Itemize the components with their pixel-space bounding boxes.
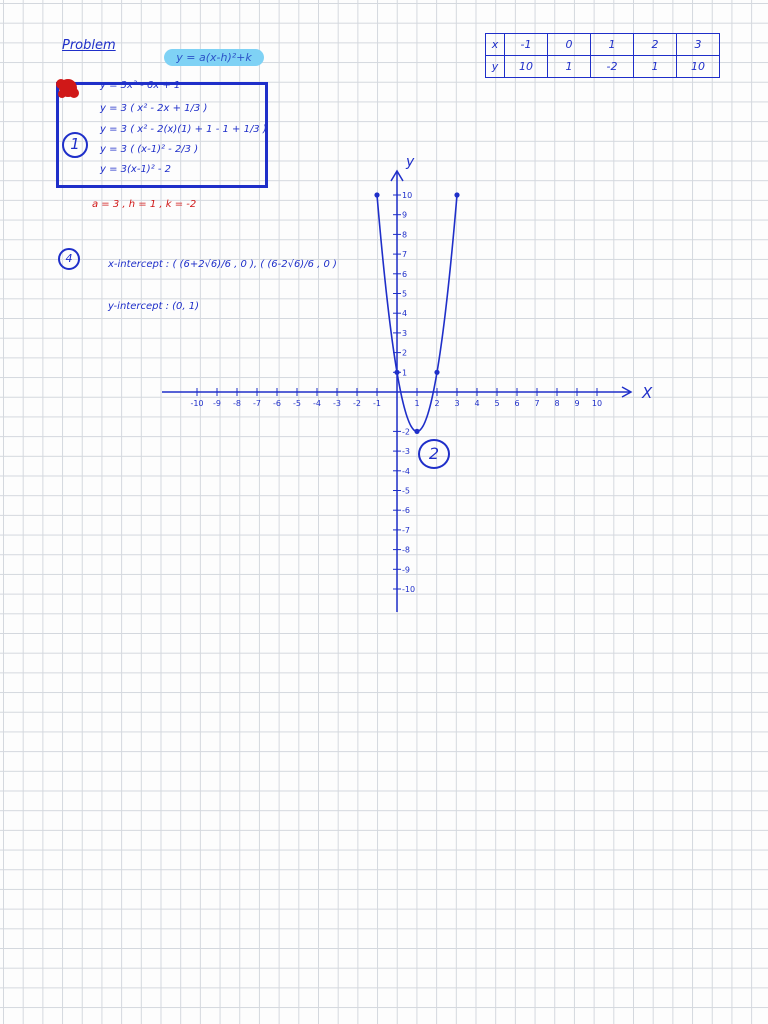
problem-label: Problem — [62, 38, 116, 53]
x-tick-label: 8 — [554, 399, 560, 408]
y-tick-label: -7 — [402, 525, 410, 535]
x-tick-label: 5 — [494, 399, 500, 408]
step-2-circle: 2 — [418, 439, 450, 469]
x-tick-label: -6 — [273, 399, 281, 408]
table-cell: -1 — [505, 34, 548, 56]
data-point — [454, 192, 459, 197]
y-tick-label: -3 — [402, 447, 410, 457]
x-tick-label: 7 — [534, 399, 540, 408]
data-points — [374, 192, 459, 437]
x-tick-label: 6 — [514, 399, 520, 408]
x-tick-label: 9 — [574, 399, 580, 408]
axes — [162, 171, 631, 612]
y-tick-label: -5 — [402, 486, 410, 496]
table-header-y: y — [486, 56, 505, 78]
work-line: y = 3 ( (x-1)² - 2/3 ) — [100, 144, 199, 155]
vertex-form-highlight: y = a(x-h)²+k — [164, 49, 264, 66]
x-tick-label: -8 — [233, 399, 241, 408]
table-cell: 3 — [677, 34, 720, 56]
x-tick-label: 2 — [434, 399, 440, 408]
y-tick-label: 10 — [402, 191, 413, 200]
table-header-x: x — [486, 34, 505, 56]
y-tick-label: 1 — [402, 368, 408, 378]
y-tick-label: 7 — [402, 250, 408, 260]
x-tick-label: -10 — [190, 399, 204, 408]
step-4-circle: 4 — [58, 248, 80, 270]
y-tick-label: 9 — [402, 210, 408, 220]
x-tick-label: -2 — [353, 399, 361, 408]
x-tick-label: 1 — [414, 399, 420, 408]
x-axis-label: X — [642, 384, 653, 402]
table-cell: 1 — [548, 56, 591, 78]
y-tick-label: -6 — [402, 506, 410, 516]
table-cell: 0 — [548, 34, 591, 56]
work-line: y = 3 ( x² - 2x + 1/3 ) — [100, 103, 208, 114]
table-cell: 2 — [634, 34, 677, 56]
y-tick-label: -2 — [402, 427, 410, 437]
x-tick-label: 10 — [591, 399, 603, 408]
table-cell: 10 — [505, 56, 548, 78]
work-line: y = 3x² - 6x + 1 — [100, 80, 181, 91]
table-cell: 1 — [634, 56, 677, 78]
y-tick-label: 5 — [402, 289, 408, 299]
y-axis-label: y — [406, 154, 415, 170]
x-tick-label: -5 — [293, 399, 301, 408]
y-tick-label: 6 — [402, 269, 408, 279]
y-tick-label: -9 — [402, 565, 410, 575]
table-cell: -2 — [591, 56, 634, 78]
table-cell: 10 — [677, 56, 720, 78]
y-tick-label: -4 — [402, 466, 410, 476]
work-line: y = 3(x-1)² - 2 — [100, 164, 172, 175]
y-tick-label: 3 — [402, 328, 408, 338]
work-line: y = 3 ( x² - 2(x)(1) + 1 - 1 + 1/3 ) — [100, 124, 267, 135]
step-1-circle: 1 — [62, 132, 88, 158]
y-tick-label: 2 — [402, 348, 408, 358]
y-tick-label: -8 — [402, 545, 410, 555]
data-point — [394, 370, 399, 375]
data-point — [414, 429, 419, 434]
x-tick-label: 3 — [454, 399, 460, 408]
y-tick-label: 8 — [402, 230, 408, 240]
table-cell: 1 — [591, 34, 634, 56]
data-point — [374, 192, 379, 197]
x-tick-label: -4 — [313, 399, 321, 408]
x-tick-label: -1 — [373, 399, 381, 408]
y-tick-label: 4 — [402, 309, 408, 319]
x-tick-label: -7 — [253, 399, 261, 408]
x-tick-label: -3 — [333, 399, 341, 408]
coefficients: a = 3 , h = 1 , k = -2 — [92, 199, 197, 210]
x-intercept-text: x-intercept : ( (6+2√6)/6 , 0 ), ( (6-2√6)/6 , 0 ) — [108, 259, 337, 270]
x-tick-label: -9 — [213, 399, 221, 408]
y-tick-label: -10 — [402, 585, 416, 594]
data-point — [434, 370, 439, 375]
y-intercept-text: y-intercept : (0, 1) — [108, 301, 200, 312]
x-tick-label: 4 — [474, 399, 480, 408]
